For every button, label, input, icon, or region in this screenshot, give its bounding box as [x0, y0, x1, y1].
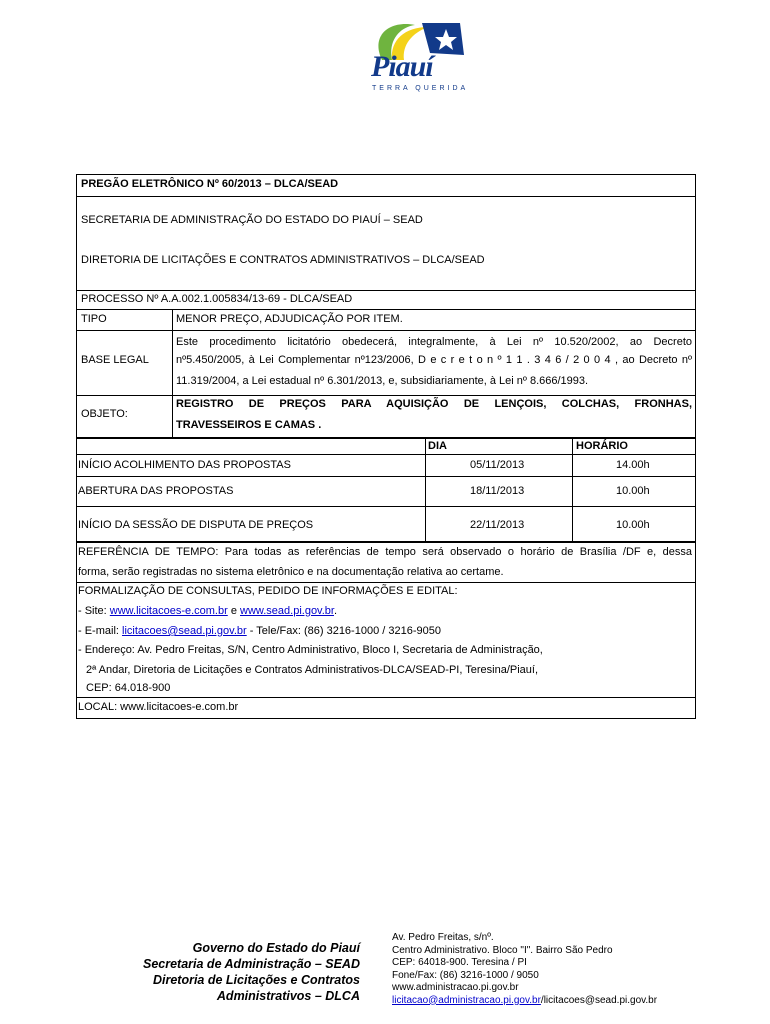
tipo-value: MENOR PREÇO, ADJUDICAÇÃO POR ITEM. [176, 313, 403, 325]
endereco-line1: - Endereço: Av. Pedro Freitas, S/N, Centro Administrativo, Bloco I, Secretaria de Administração, [78, 644, 543, 656]
event-time: 10.00h [616, 519, 650, 531]
diretoria-line: DIRETORIA DE LICITAÇÕES E CONTRATOS ADMINISTRATIVOS – DLCA/SEAD [81, 254, 485, 266]
footer-address: Av. Pedro Freitas, s/nº. Centro Administrativo. Bloco "I". Bairro São Pedro CEP: 64018-900. Teresina / PI Fone/Fax: (86) 3216-1000 / 9050 www.administracao.pi.gov.br licitacao@administracao.pi.gov.br/licitacoes@sead.pi.gov.br [392, 932, 658, 1006]
event-label: ABERTURA DAS PROPOSTAS [78, 485, 234, 497]
col-dia-header: DIA [428, 440, 447, 452]
base-legal-line2: nº5.450/2005, à Lei Complementar nº123/2006, D e c r e t o n º 1 1 . 3 4 6 / 2 0 0 4 , ao Decreto nº [176, 354, 692, 366]
event-date: 05/11/2013 [470, 459, 525, 471]
base-legal-label: BASE LEGAL [81, 354, 149, 366]
event-time: 10.00h [616, 485, 650, 497]
footer-email-link[interactable]: licitacao@administracao.pi.gov.br [392, 994, 541, 1006]
page-title: PREGÃO ELETRÔNICO Nº 60/2013 – DLCA/SEAD [81, 178, 339, 190]
event-label: INÍCIO DA SESSÃO DE DISPUTA DE PREÇOS [78, 519, 314, 531]
email-line: - E-mail: licitacoes@sead.pi.gov.br - Tele/Fax: (86) 3216-1000 / 3216-9050 [78, 625, 441, 637]
objeto-line2: TRAVESSEIROS E CAMAS . [176, 419, 322, 431]
sead-site-link[interactable]: www.sead.pi.gov.br [240, 605, 334, 617]
col-horario-header: HORÁRIO [576, 440, 628, 452]
tipo-label: TIPO [81, 313, 107, 325]
base-legal-line3: 11.319/2004, a Lei estadual nº 6.301/2013, e, subsidiariamente, à Lei nº 8.666/1993. [176, 375, 589, 387]
site-line: - Site: www.licitacoes-e.com.br e www.sead.pi.gov.br. [78, 605, 338, 617]
endereco-line2: 2ª Andar, Diretoria de Licitações e Contratos Administrativos-DLCA/SEAD-PI, Teresina/Piauí, [86, 664, 539, 676]
secretaria-line: SECRETARIA DE ADMINISTRAÇÃO DO ESTADO DO PIAUÍ – SEAD [81, 214, 423, 226]
referencia-line1: REFERÊNCIA DE TEMPO: Para todas as referências de tempo será observado o horário de Brasília /DF e, dessa [78, 546, 692, 558]
base-legal-line1: Este procedimento licitatório obedecerá, integralmente, à Lei nº 10.520/2002, ao Decreto [176, 336, 692, 348]
local-line: LOCAL: www.licitacoes-e.com.br [78, 701, 239, 713]
referencia-line2: forma, serão registradas no sistema eletrônico e na documentação relativa ao certame. [78, 566, 504, 578]
logo-wordmark: Piauí [371, 50, 433, 83]
event-label: INÍCIO ACOLHIMENTO DAS PROPOSTAS [78, 459, 291, 471]
formalizacao-heading: FORMALIZAÇÃO DE CONSULTAS, PEDIDO DE INFORMAÇÕES E EDITAL: [78, 585, 458, 597]
email-link[interactable]: licitacoes@sead.pi.gov.br [122, 625, 247, 637]
cep-line: CEP: 64.018-900 [86, 682, 171, 694]
objeto-line1: REGISTRO DE PREÇOS PARA AQUISIÇÃO DE LENÇOIS, COLCHAS, FRONHAS, [176, 398, 692, 410]
event-time: 14.00h [616, 459, 650, 471]
objeto-label: OBJETO: [81, 408, 128, 420]
event-date: 18/11/2013 [470, 485, 525, 497]
licitacoes-site-link[interactable]: www.licitacoes-e.com.br [109, 605, 228, 617]
footer-institution: Governo do Estado do Piauí Secretaria de Administração – SEAD Diretoria de Licitações e Contratos Administrativos – DLCA [143, 941, 360, 1003]
processo-line: PROCESSO Nº A.A.002.1.005834/13-69 - DLCA/SEAD [81, 293, 353, 305]
logo-tagline: TERRA QUERIDA [372, 85, 469, 92]
event-date: 22/11/2013 [470, 519, 525, 531]
